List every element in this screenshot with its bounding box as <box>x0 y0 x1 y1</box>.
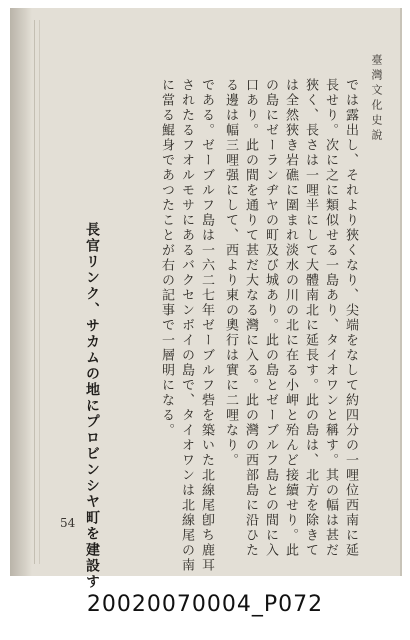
running-header: 臺灣文化史說 <box>370 54 383 144</box>
page-gutter <box>10 8 32 576</box>
body-line: に當る鯤身であつたことが右の記事で一層明になる。 <box>159 78 174 438</box>
binding-fold <box>34 20 40 564</box>
book-page <box>10 8 402 590</box>
body-line: では露出し、それより狹くなり、尖端をなして約四分の一哩位西南に延 <box>343 78 358 558</box>
body-line: の島にゼーランヂヤの町及び城あり。此の島とゼーブルフ島との間に入 <box>263 78 278 558</box>
body-line: る邊は幅三哩强にして、西より東の奧行は實に二哩なり。 <box>223 78 238 468</box>
body-line: 狹く、長さは一哩半にして大體南北に延長す。此の島は、北方を除きて <box>303 78 318 558</box>
page-number: 54 <box>60 516 76 530</box>
body-line: 長せり。次に之に類似せる一島あり、タイオワンと稱す。其の幅は甚だ <box>323 78 338 558</box>
archive-id-caption: 20020070004_P072 <box>86 592 324 617</box>
section-heading: 長官リンク、サカムの地にプロビンシヤ町を建設す <box>84 222 100 590</box>
body-line: 口あり。此の間を通りて甚だ大なる灣に入る。此の灣の西部島に沿ひた <box>243 78 258 558</box>
body-line: である。ゼーブルフ島は一六二七年ゼーブルフ砦を築いた北線尾卽ち鹿耳 <box>199 78 214 573</box>
body-line: は全然狹き岩礁に圍まれ淡水の川の北に在る小岬と殆んど接續せり。此 <box>283 78 298 558</box>
body-line: されたるフオルモサにあるバクセンボイの島で、タイオワンは北線尾の南 <box>179 78 194 573</box>
